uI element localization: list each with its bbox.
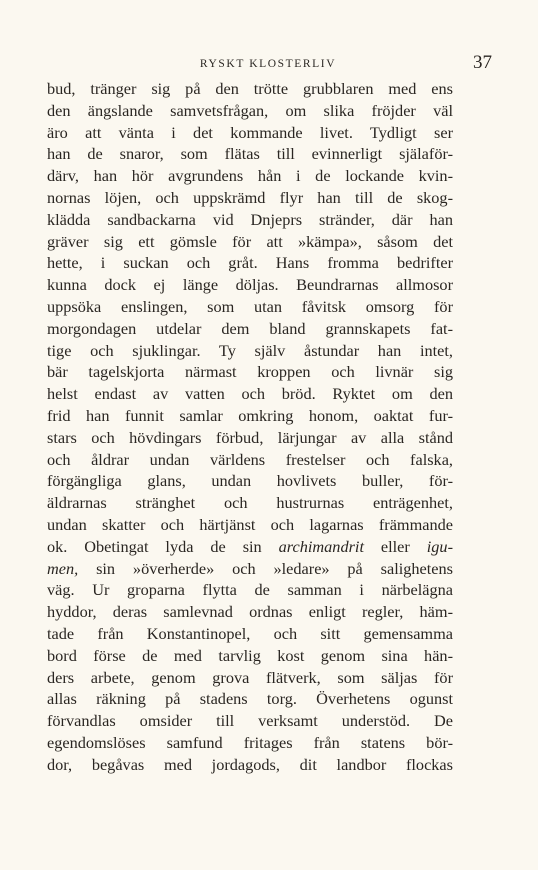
text-line: den ängslande samvetsfrågan, om slika fröjder väl — [47, 100, 453, 120]
text-line: bär tagelskjorta närmast kroppen och livnär sig — [47, 362, 453, 382]
text-line: hyddor, deras samlevnad ordnas enligt regler, häm- — [47, 602, 453, 622]
text-run: eller — [363, 536, 427, 556]
text-line: morgondagen utdelar dem bland grannskapets fat- — [47, 318, 453, 338]
italic-term-archimandrit: archimandrit — [278, 536, 364, 556]
text-line: stars och hövdingars förbud, lärjungar av alla stånd — [47, 427, 453, 447]
text-line: förgängliga glans, undan hovlivets buller, för- — [47, 471, 453, 491]
text-line: tade från Konstantinopel, och sitt gemensamma — [47, 623, 453, 643]
text-line: allas räkning på stadens torg. Överhetens ogunst — [47, 689, 453, 709]
text-run: sin »överherde» och »ledare» på salighetens — [78, 558, 453, 578]
text-line: bud, tränger sig på den trötte grubblaren med ens — [47, 79, 453, 98]
text-line: gräver sig ett gömsle för att »kämpa», såsom det — [47, 231, 453, 251]
running-title: RYSKT KLOSTERLIV — [199, 58, 337, 70]
running-head — [48, 52, 492, 76]
italic-term-igumen: igu- — [426, 536, 453, 556]
text-line: äro att vänta i det kommande livet. Tydligt ser — [47, 122, 453, 142]
text-line — [47, 558, 453, 580]
text-line: bord förse de med tarvlig kost genom sina hän- — [47, 645, 453, 665]
text-line: helst endast av vatten och bröd. Ryktet om den — [47, 384, 453, 404]
text-line: förvandlas omsider till verksamt understöd. De — [47, 711, 453, 731]
text-line: dor, begåvas med jordagods, dit landbor flockas — [47, 754, 453, 774]
text-line: tige och sjuklingar. Ty själv åstundar han intet, — [47, 340, 453, 360]
text-line: egendomslöses samfund fritages från statens bör- — [47, 732, 453, 752]
text-line: uppsöka enslingen, som utan fåvitsk omsorg för — [47, 296, 453, 316]
text-run: ok. Obetingat lyda de sin — [47, 536, 279, 556]
italic-term-igumen-cont: men, — [47, 558, 79, 578]
body-text — [47, 78, 453, 776]
text-line: hette, i suckan och gråt. Hans fromma bedrifter — [47, 253, 453, 273]
text-line: väg. Ur groparna flytta de samman i närbelägna — [47, 580, 453, 600]
text-line: han de snaror, som flätas till evinnerligt själaför- — [47, 144, 453, 164]
text-line: kunna dock ej länge döljas. Beundrarnas allmosor — [47, 275, 453, 295]
text-line: därv, han hör avgrundens hån i de lockande kvin- — [47, 166, 453, 186]
text-line: undan skatter och härtjänst och lagarnas främmande — [47, 514, 453, 534]
text-line — [47, 536, 453, 558]
page-number: 37 — [473, 52, 492, 73]
text-line: nornas löjen, och uppskrämd flyr han till de skog- — [47, 187, 453, 207]
text-line: klädda sandbackarna vid Dnjeprs stränder, där han — [47, 209, 453, 229]
text-line: äldrarnas stränghet och hustrurnas enträgenhet, — [47, 493, 453, 513]
text-line: ders arbete, genom grova flätverk, som säljas för — [47, 667, 453, 687]
text-line: och åldrar undan världens frestelser och falska, — [47, 449, 453, 469]
text-line: frid han funnit samlar omkring honom, oaktat fur- — [47, 405, 453, 425]
